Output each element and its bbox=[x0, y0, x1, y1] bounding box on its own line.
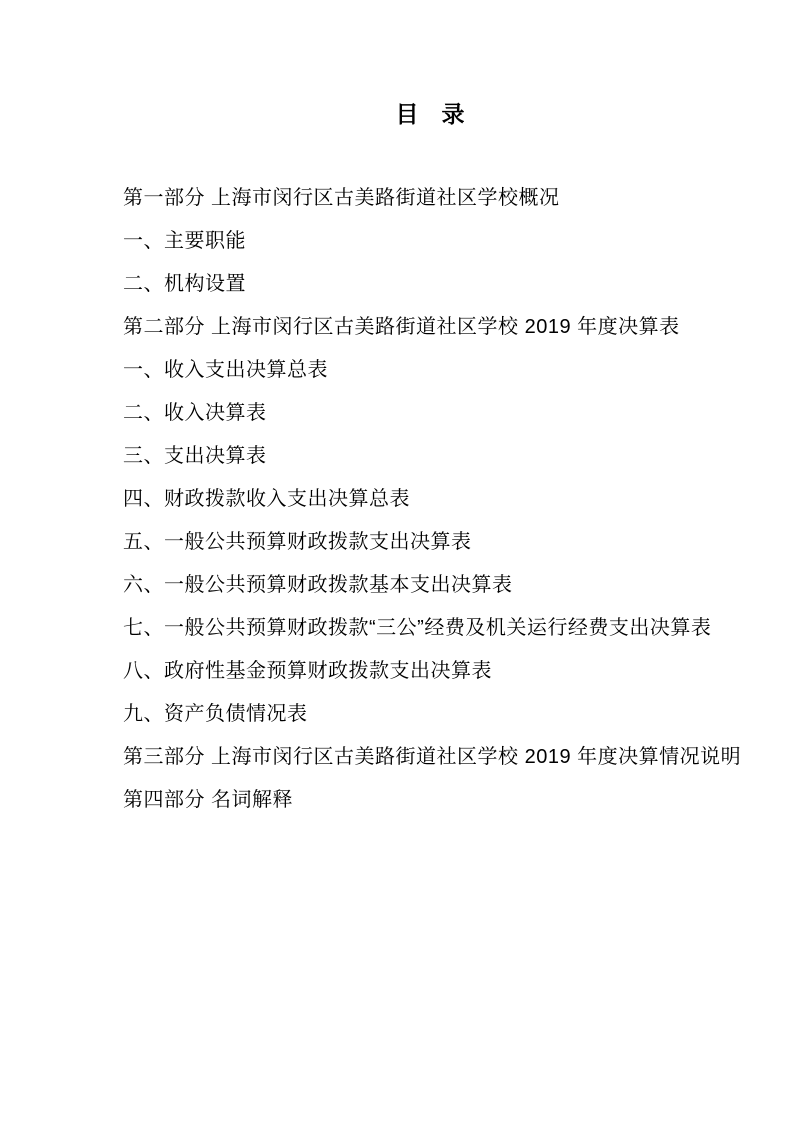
toc-entry: 一、收入支出决算总表 bbox=[123, 359, 328, 381]
toc-entry: 五、一般公共预算财政拨款支出决算表 bbox=[123, 531, 472, 553]
toc-entry: 三、支出决算表 bbox=[123, 445, 267, 467]
toc-entry: 七、一般公共预算财政拨款“三公”经费及机关运行经费支出决算表 bbox=[123, 617, 712, 639]
toc-entry-part1: 第一部分 上海市闵行区古美路街道社区学校概况 bbox=[123, 187, 560, 209]
toc-entry: 二、收入决算表 bbox=[123, 402, 267, 424]
toc-entry: 八、政府性基金预算财政拨款支出决算表 bbox=[123, 660, 492, 682]
toc-entry: 四、财政拨款收入支出决算总表 bbox=[123, 488, 410, 510]
toc-entry: 九、资产负债情况表 bbox=[123, 703, 308, 725]
toc-entry: 二、机构设置 bbox=[123, 273, 246, 295]
toc-entry-part3: 第三部分 上海市闵行区古美路街道社区学校 2019 年度决算情况说明 bbox=[123, 746, 742, 768]
toc-entry: 一、主要职能 bbox=[123, 230, 246, 252]
toc-entry-part2: 第二部分 上海市闵行区古美路街道社区学校 2019 年度决算表 bbox=[123, 316, 680, 338]
toc-entry: 六、一般公共预算财政拨款基本支出决算表 bbox=[123, 574, 513, 596]
toc-title: 目 录 bbox=[395, 101, 465, 127]
toc-list bbox=[123, 177, 748, 822]
toc-entry-part4: 第四部分 名词解释 bbox=[123, 789, 294, 811]
